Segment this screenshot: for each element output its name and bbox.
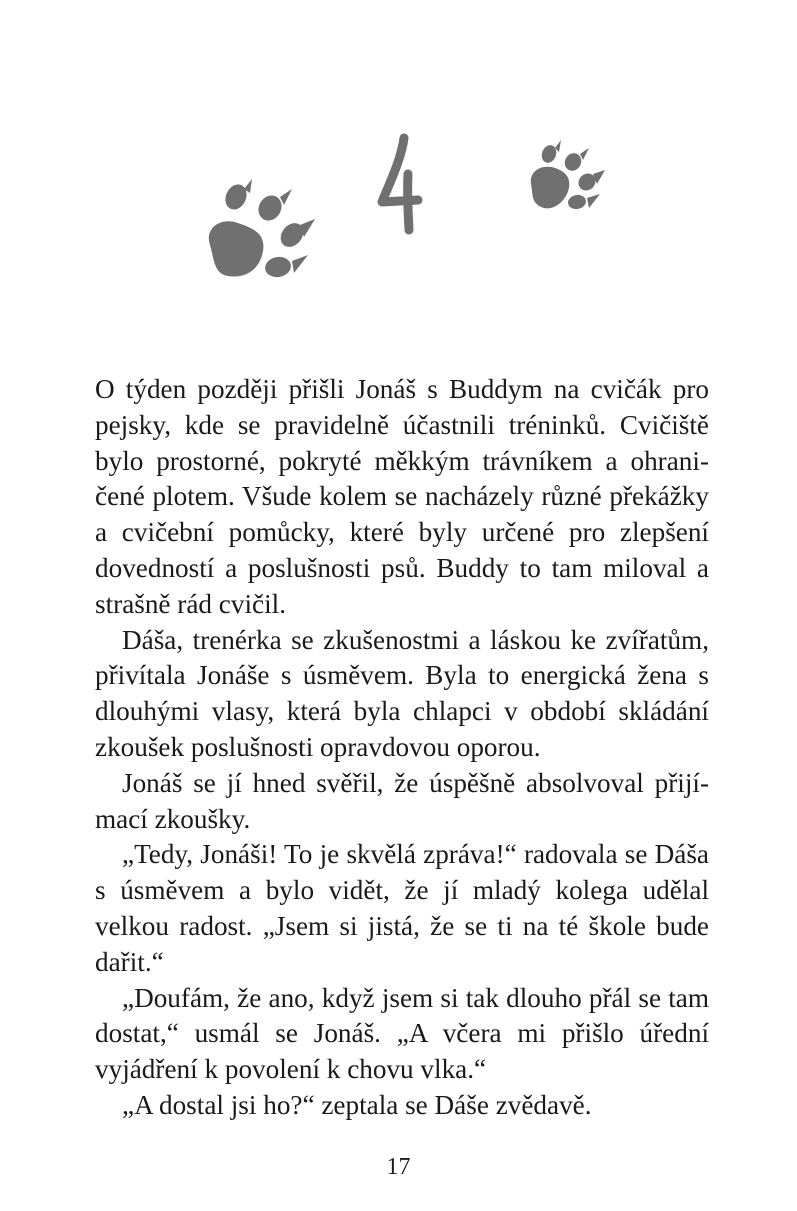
paragraph: „Doufám, že ano, když jsem si tak dlouho přál se tam dostat,“ usmál se Jonáš. „A včera mi přišlo úřední vyjádření k povolení k chovu vlka.“ xyxy=(95,982,709,1085)
paragraph: Jonáš se jí hned svěřil, že úspěšně absolvoval přijímací zkoušky. xyxy=(95,767,709,834)
paragraph: „Tedy, Jonáši! To je skvělá zpráva!“ radovala se Dáša s úsměvem a bylo vidět, že jí mladý kolega udělal velkou radost. „Jsem si jistá, že se ti na té škole bude dařit.“ xyxy=(95,839,709,977)
chapter-body-text xyxy=(95,372,709,1124)
paw-print-icon xyxy=(200,175,325,290)
paragraph: O týden později přišli Jonáš s Buddym na cvičák pro pejsky, kde se pravidelně účastnili tréninků. Cvičiště bylo prostorné, pokryté měkkým trávníkem a ohraničené plotem. Všude kolem se nacházely různé překážky a cvičební pomůcky, které byly určené pro zlepšení dovedností a poslušnosti psů. Buddy to tam miloval a strašně rád cvičil. xyxy=(95,374,709,619)
paw-print-icon xyxy=(525,140,610,220)
chapter-heading xyxy=(0,0,797,320)
chapter-number xyxy=(374,130,424,240)
page-number: 17 xyxy=(386,1154,411,1180)
paragraph: „A dostal jsi ho?“ zeptala se Dáše zvědavě. xyxy=(122,1089,592,1120)
paragraph: Dáša, trenérka se zkušenostmi a láskou ke zvířatům, přivítala Jonáše s úsměvem. Byla to energická žena s dlouhými vlasy, která byla chlapci v období skládání zkoušek poslušnosti opravdovou oporou. xyxy=(95,624,709,762)
